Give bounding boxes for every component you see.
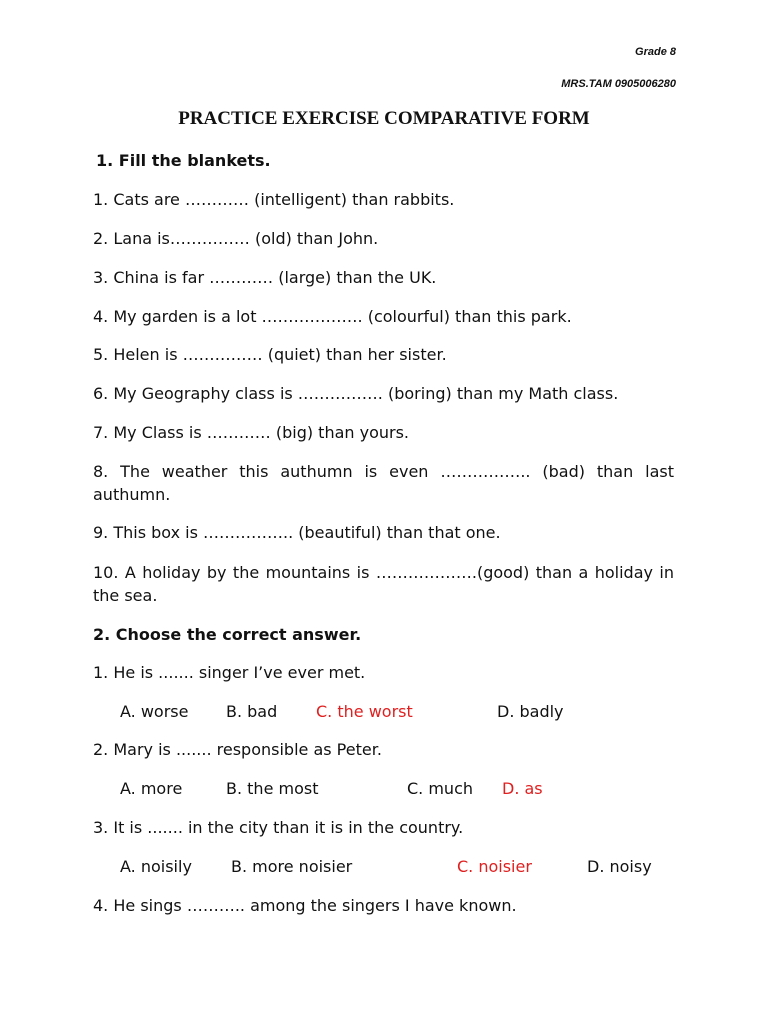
fill-item: 10. A holiday by the mountains is ……………….(good) than a holiday in the sea. (93, 563, 674, 605)
page-title: PRACTICE EXERCISE COMPARATIVE FORM (178, 108, 590, 129)
answer-option: A. worse (120, 702, 189, 721)
answer-option: A. more (120, 779, 183, 798)
fill-item: 9. This box is …………….. (beautiful) than that one. (93, 523, 501, 542)
fill-item: 5. Helen is …………… (quiet) than her sister. (93, 345, 447, 364)
fill-item: 6. My Geography class is ……………. (boring) than my Math class. (93, 384, 619, 403)
answer-option: D. badly (497, 702, 564, 721)
question-text: 2. Mary is ....... responsible as Peter. (93, 740, 382, 759)
question-text: 4. He sings ……….. among the singers I have known. (93, 896, 517, 915)
teacher-contact: MRS.TAM 0905006280 (561, 78, 676, 90)
fill-item: 3. China is far ………… (large) than the UK. (93, 268, 437, 287)
question-text: 3. It is ....... in the city than it is in the country. (93, 818, 464, 837)
fill-item: 2. Lana is…………… (old) than John. (93, 229, 379, 248)
question-text: 1. He is ....... singer I’ve ever met. (93, 663, 366, 682)
grade-label: Grade 8 (635, 46, 676, 58)
fill-item: 7. My Class is ………… (big) than yours. (93, 423, 410, 442)
answer-option: C. much (407, 779, 474, 798)
answer-option: B. the most (226, 779, 319, 798)
fill-item: 8. The weather this authumn is even …………….. (bad) than last authumn. (93, 462, 674, 504)
answer-option: A. noisily (120, 857, 192, 876)
section-heading-fill-blanks: 1. Fill the blankets. (96, 151, 271, 170)
answer-option-correct: C. noisier (457, 857, 532, 876)
answer-option: D. noisy (587, 857, 652, 876)
fill-item: 1. Cats are ………… (intelligent) than rabbits. (93, 190, 455, 209)
answer-option: B. more noisier (231, 857, 353, 876)
fill-item: 4. My garden is a lot ………………. (colourful) than this park. (93, 307, 572, 326)
answer-option: B. bad (226, 702, 278, 721)
answer-option-correct: C. the worst (316, 702, 413, 721)
answer-option-correct: D. as (502, 779, 543, 798)
section-heading-choose-answer: 2. Choose the correct answer. (93, 625, 362, 644)
